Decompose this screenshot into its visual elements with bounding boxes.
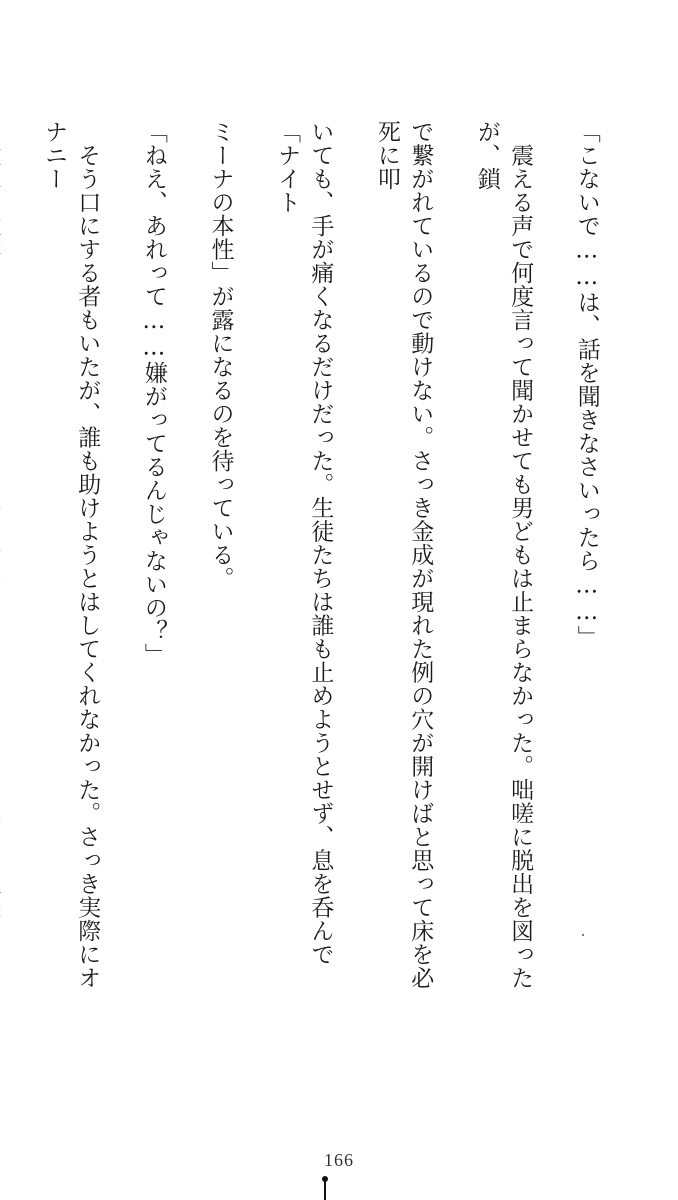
text-line: 「ねえ、あれって……嫌がってるんじゃないの？」 xyxy=(140,120,167,667)
text-line: 震える声で何度言って聞かせても男どもは止まらなかった。咄嗟に脱出を図ったが、鎖 xyxy=(473,120,534,990)
text-line xyxy=(0,120,3,1000)
text-line: ミーナの本性」が露になるのを待っている。 xyxy=(207,120,234,590)
page-number: 166 xyxy=(324,1150,354,1170)
page-marker-icon xyxy=(322,1176,328,1200)
text-line: 「こないで……は、話を聞きなさいったら……」 xyxy=(573,120,600,649)
text-line: で繋がれているので動けない。さっき金成が現れた例の穴が開けばと思って床を必死に叩 xyxy=(373,120,434,990)
paper-speck xyxy=(582,934,584,936)
body-text xyxy=(36,120,636,1000)
text-line: いても、手が痛くなるだけだった。生徒たちは誰も止めようとせず、息を呑んで「ナイト xyxy=(274,120,334,966)
text-line: そう口にする者もいたが、誰も助けようとはしてくれなかった。さっき実際にオナニー xyxy=(40,120,101,990)
